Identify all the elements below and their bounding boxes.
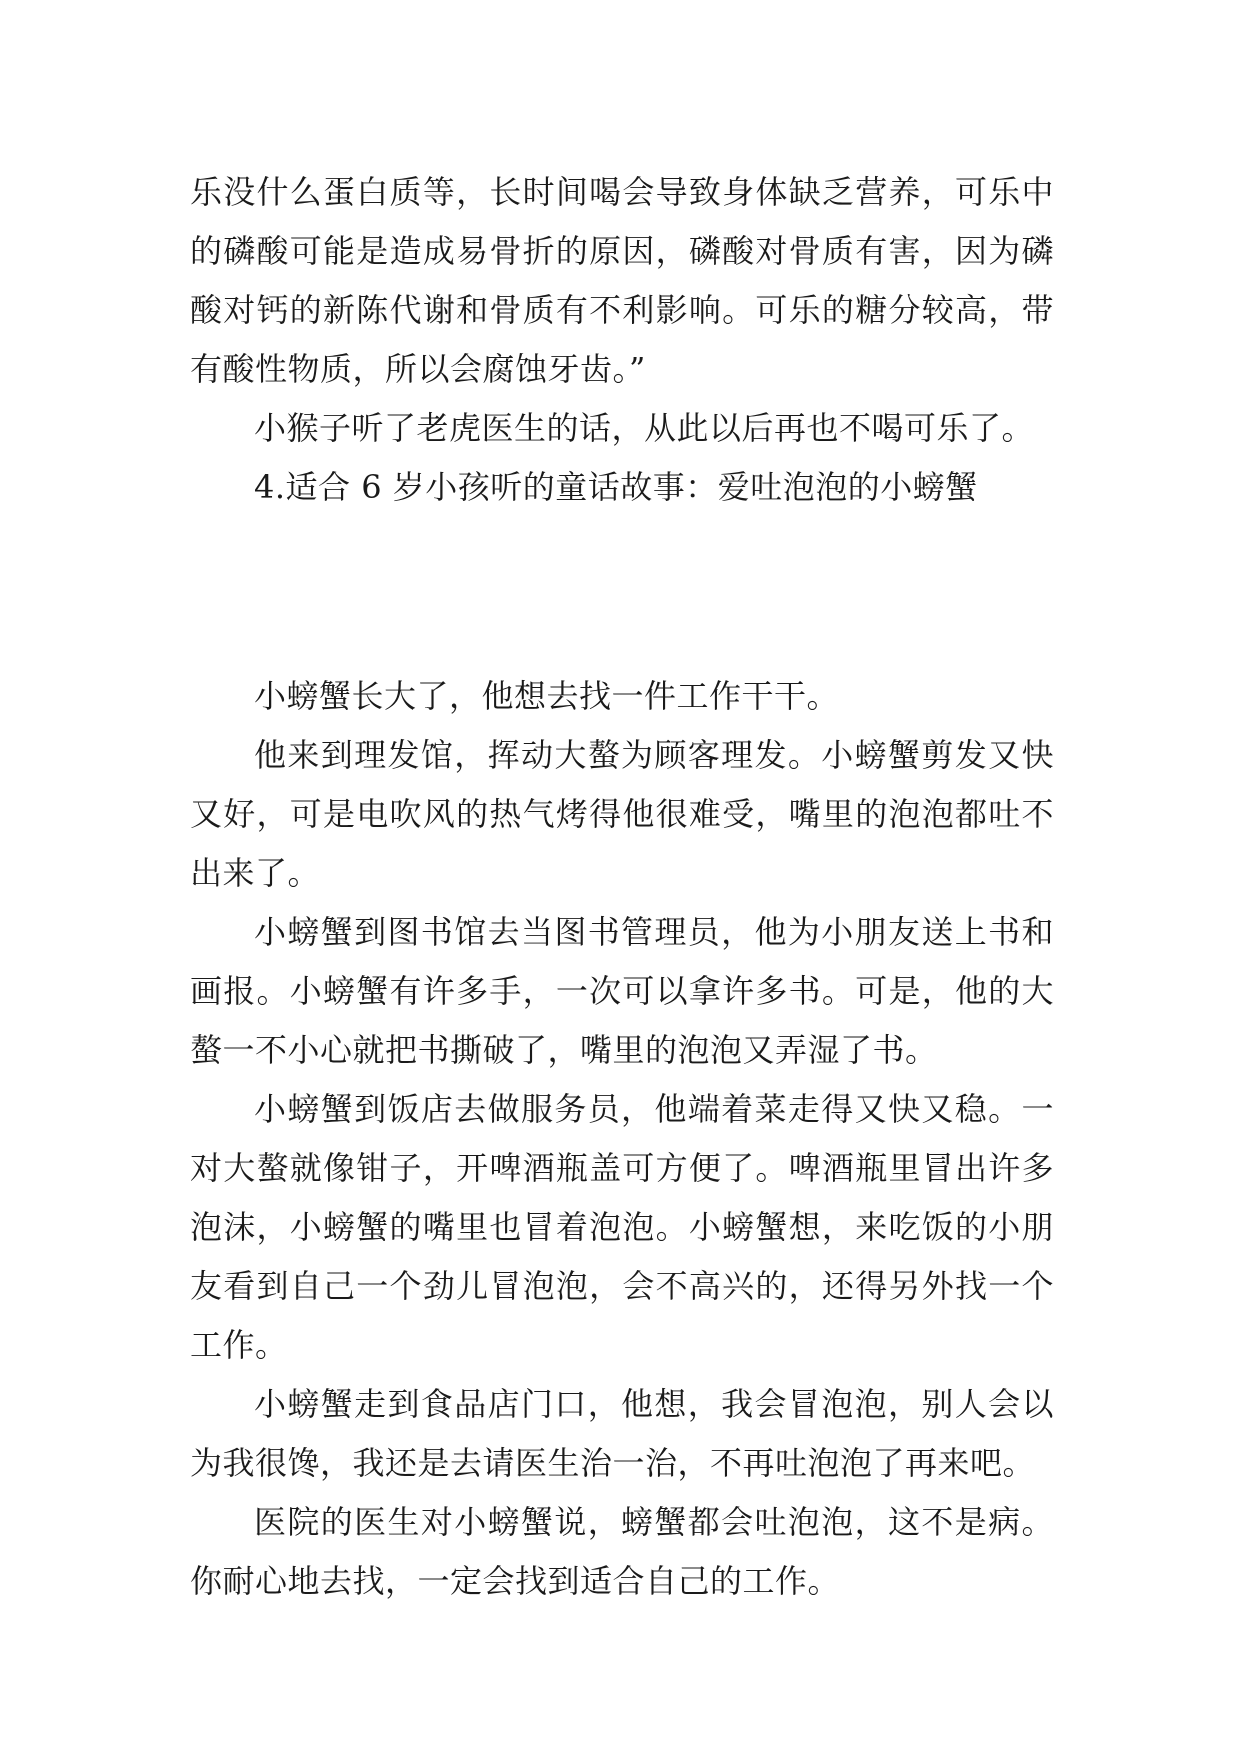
paragraph-5: 小螃蟹到图书馆去当图书管理员，他为小朋友送上书和画报。小螃蟹有许多手，一次可以拿许多书。可是，他的大螯一不小心就把书撕破了，嘴里的泡泡又弄湿了书。: [190, 913, 1054, 1069]
paragraph-7: 小螃蟹走到食品店门口，他想，我会冒泡泡，别人会以为我很馋，我还是去请医生治一治，不再吐泡泡了再来吧。: [190, 1385, 1054, 1482]
paragraph-6: 小螃蟹到饭店去做服务员，他端着菜走得又快又稳。一对大螯就像钳子，开啤酒瓶盖可方便了。啤酒瓶里冒出许多泡沫，小螃蟹的嘴里也冒着泡泡。小螃蟹想，来吃饭的小朋友看到自己一个劲儿冒泡泡，会不高兴的，还得另外找一个工作。: [190, 1090, 1054, 1364]
blank-space: [190, 517, 1054, 667]
paragraph-4: 他来到理发馆，挥动大螯为顾客理发。小螃蟹剪发又快又好，可是电吹风的热气烤得他很难受，嘴里的泡泡都吐不出来了。: [190, 736, 1054, 892]
paragraph-3: 小螃蟹长大了，他想去找一件工作干干。: [254, 677, 840, 715]
paragraph-1: 乐没什么蛋白质等，长时间喝会导致身体缺乏营养，可乐中的磷酸可能是造成易骨折的原因，磷酸对骨质有害，因为磷酸对钙的新陈代谢和骨质有不利影响。可乐的糖分较高，带有酸性物质，所以会腐蚀牙齿。”: [190, 173, 1054, 388]
section-heading: 4.适合 6 岁小孩听的童话故事：爱吐泡泡的小螃蟹: [254, 468, 978, 506]
paragraph-2: 小猴子听了老虎医生的话，从此以后再也不喝可乐了。: [254, 409, 1035, 447]
document-body: [190, 163, 1054, 1611]
paragraph-8: 医院的医生对小螃蟹说，螃蟹都会吐泡泡，这不是病。你耐心地去找，一定会找到适合自己的工作。: [190, 1503, 1054, 1600]
